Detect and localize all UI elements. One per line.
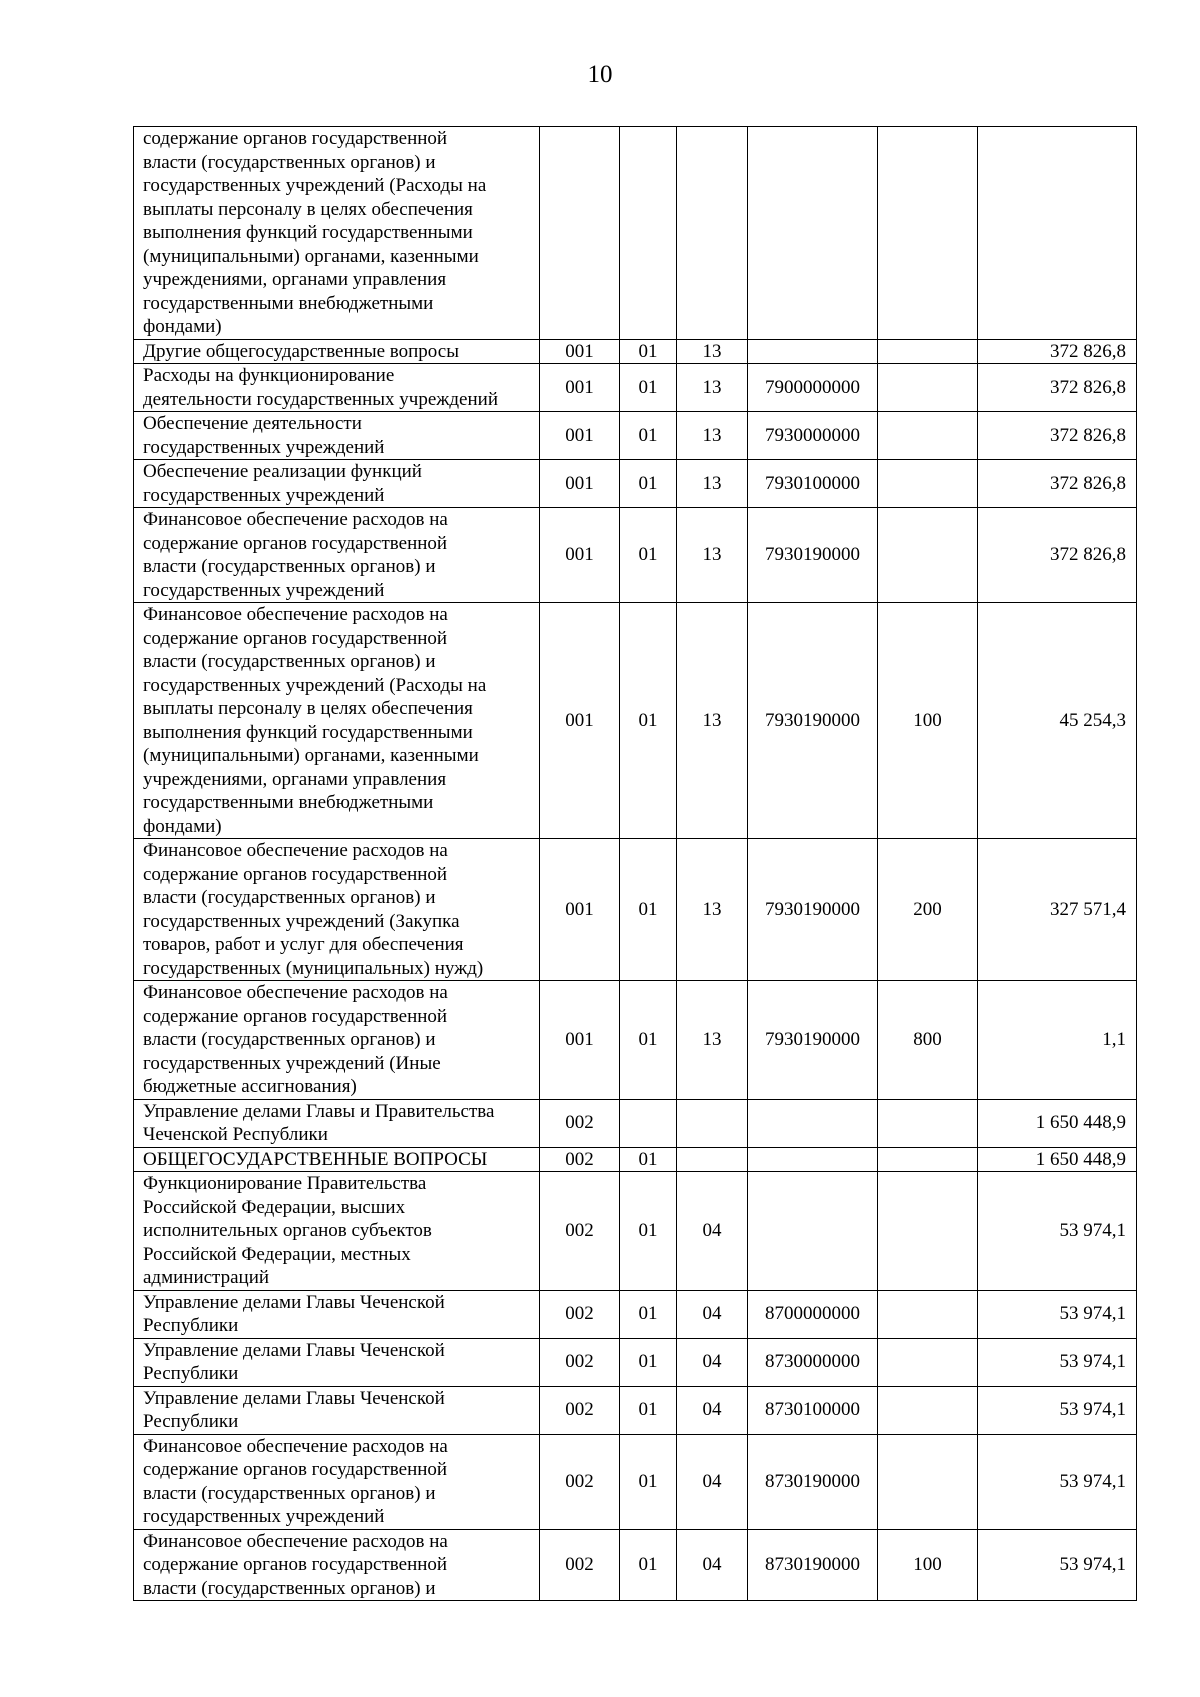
cell-item-name	[134, 981, 540, 1100]
item-name-line: Республики	[143, 1315, 239, 1336]
cell-section-code: 01	[620, 460, 677, 508]
cell-expense-type	[878, 1338, 978, 1386]
item-name-line: власти (государственных органов) и	[143, 1029, 436, 1050]
cell-section-code: 01	[620, 1529, 677, 1601]
cell-section-code: 01	[620, 1434, 677, 1529]
cell-expense-type	[878, 1386, 978, 1434]
item-name-line: Управление делами Главы Чеченской	[143, 1339, 445, 1361]
item-name-line: содержание органов государственной	[143, 627, 448, 649]
cell-expense-type	[878, 412, 978, 460]
cell-amount: 53 974,1	[978, 1434, 1137, 1529]
item-name-line: государственными внебюджетными	[143, 292, 434, 314]
item-name-line: содержание органов государственной	[143, 1554, 448, 1575]
cell-section-code: 01	[620, 1172, 677, 1291]
item-name-line: (муниципальными) органами, казенными	[143, 745, 479, 766]
cell-item-name	[134, 1099, 540, 1147]
item-name-line: Расходы на функционирование	[143, 365, 395, 386]
cell-ved-code: 001	[540, 603, 620, 839]
cell-ved-code: 002	[540, 1529, 620, 1601]
item-name-line: фондами)	[143, 316, 222, 337]
cell-ved-code: 002	[540, 1338, 620, 1386]
cell-expense-type	[878, 339, 978, 364]
item-name-line: содержание органов государственной	[143, 863, 448, 885]
table-row	[134, 127, 1137, 340]
cell-ved-code: 001	[540, 981, 620, 1100]
item-name-line: Российской Федерации, местных	[143, 1243, 411, 1265]
cell-expense-type	[878, 1434, 978, 1529]
item-name-line: содержание органов государственной	[143, 1459, 448, 1480]
cell-subsection-code: 13	[677, 460, 748, 508]
cell-subsection-code: 04	[677, 1434, 748, 1529]
cell-amount: 372 826,8	[978, 460, 1137, 508]
budget-table	[133, 126, 1137, 1601]
item-name-line: Финансовое обеспечение расходов на	[143, 982, 448, 1003]
cell-target-article: 7930190000	[748, 508, 878, 603]
cell-subsection-code	[677, 127, 748, 340]
cell-subsection-code: 13	[677, 981, 748, 1100]
cell-section-code	[620, 1099, 677, 1147]
cell-expense-type	[878, 1172, 978, 1291]
cell-subsection-code: 13	[677, 412, 748, 460]
cell-ved-code: 001	[540, 460, 620, 508]
cell-item-name	[134, 1338, 540, 1386]
item-name-line: содержание органов государственной	[143, 532, 448, 554]
cell-target-article	[748, 127, 878, 340]
item-name-line: власти (государственных органов) и	[143, 556, 436, 577]
cell-amount	[978, 127, 1137, 340]
cell-expense-type	[878, 460, 978, 508]
cell-target-article: 8700000000	[748, 1290, 878, 1338]
item-name-line: государственных учреждений	[143, 1506, 385, 1527]
item-name-line: (муниципальными) органами, казенными	[143, 245, 479, 267]
item-name-line: бюджетные ассигнования)	[143, 1076, 357, 1097]
cell-item-name	[134, 460, 540, 508]
cell-subsection-code	[677, 1099, 748, 1147]
item-name-line: Российской Федерации, высших	[143, 1196, 406, 1218]
cell-item-name	[134, 1434, 540, 1529]
cell-subsection-code: 04	[677, 1338, 748, 1386]
item-name-line: Финансовое обеспечение расходов на	[143, 509, 448, 530]
cell-section-code: 01	[620, 508, 677, 603]
table-row	[134, 339, 1137, 364]
item-name-line: Другие общегосударственные вопросы	[143, 340, 459, 362]
cell-section-code: 01	[620, 603, 677, 839]
cell-expense-type	[878, 1099, 978, 1147]
cell-ved-code: 002	[540, 1290, 620, 1338]
cell-ved-code: 002	[540, 1434, 620, 1529]
cell-section-code: 01	[620, 1290, 677, 1338]
table-row	[134, 1147, 1137, 1172]
cell-item-name	[134, 1172, 540, 1291]
cell-amount: 1 650 448,9	[978, 1099, 1137, 1147]
cell-ved-code: 002	[540, 1099, 620, 1147]
cell-ved-code: 001	[540, 508, 620, 603]
cell-section-code: 01	[620, 981, 677, 1100]
cell-section-code: 01	[620, 364, 677, 412]
cell-item-name	[134, 603, 540, 839]
cell-item-name	[134, 839, 540, 981]
page-number: 10	[587, 61, 613, 88]
cell-subsection-code: 13	[677, 339, 748, 364]
item-name-line: фондами)	[143, 815, 222, 837]
cell-expense-type: 800	[878, 981, 978, 1100]
item-name-line: государственными внебюджетными	[143, 792, 434, 813]
cell-target-article: 7930190000	[748, 603, 878, 839]
table-row	[134, 981, 1137, 1100]
item-name-line: Чеченской Республики	[143, 1124, 328, 1145]
cell-target-article: 7900000000	[748, 364, 878, 412]
item-name-line: государственных учреждений (Расходы на	[143, 674, 487, 696]
cell-section-code: 01	[620, 339, 677, 364]
item-name-line: выплаты персоналу в целях обеспечения	[143, 198, 473, 220]
item-name-line: власти (государственных органов) и	[143, 1577, 436, 1599]
cell-amount: 1 650 448,9	[978, 1147, 1137, 1172]
cell-ved-code: 002	[540, 1147, 620, 1172]
table-row	[134, 603, 1137, 839]
cell-item-name	[134, 1147, 540, 1172]
item-name-line: Обеспечение деятельности	[143, 413, 362, 434]
cell-expense-type: 100	[878, 1529, 978, 1601]
cell-subsection-code: 13	[677, 508, 748, 603]
table-row	[134, 460, 1137, 508]
item-name-line: государственных учреждений (Закупка	[143, 910, 460, 932]
cell-ved-code: 001	[540, 364, 620, 412]
table-row	[134, 1099, 1137, 1147]
item-name-line: содержание органов государственной	[143, 128, 448, 149]
item-name-line: Республики	[143, 1411, 239, 1432]
cell-amount: 372 826,8	[978, 364, 1137, 412]
item-name-line: власти (государственных органов) и	[143, 651, 436, 672]
cell-expense-type: 200	[878, 839, 978, 981]
cell-item-name	[134, 1386, 540, 1434]
table-row	[134, 1529, 1137, 1601]
item-name-line: выплаты персоналу в целях обеспечения	[143, 698, 473, 719]
cell-subsection-code: 04	[677, 1290, 748, 1338]
cell-target-article: 7930000000	[748, 412, 878, 460]
item-name-line: Финансовое обеспечение расходов на	[143, 1435, 448, 1457]
item-name-line: Управление делами Главы и Правительства	[143, 1100, 495, 1122]
item-name-line: государственных учреждений (Расходы на	[143, 175, 487, 196]
cell-target-article: 7930190000	[748, 839, 878, 981]
cell-target-article: 8730190000	[748, 1529, 878, 1601]
item-name-line: Финансовое обеспечение расходов на	[143, 1530, 448, 1552]
table-body	[134, 127, 1137, 1601]
item-name-line: учреждениями, органами управления	[143, 768, 447, 790]
cell-target-article: 8730000000	[748, 1338, 878, 1386]
item-name-line: Финансовое обеспечение расходов на	[143, 840, 448, 861]
cell-expense-type	[878, 508, 978, 603]
cell-target-article	[748, 1147, 878, 1172]
item-name-line: деятельности государственных учреждений	[143, 388, 498, 410]
cell-item-name	[134, 127, 540, 340]
cell-expense-type	[878, 1147, 978, 1172]
cell-subsection-code: 13	[677, 603, 748, 839]
item-name-line: Управление делами Главы Чеченской	[143, 1291, 445, 1313]
table-row	[134, 364, 1137, 412]
cell-expense-type	[878, 1290, 978, 1338]
item-name-line: власти (государственных органов) и	[143, 887, 436, 908]
cell-subsection-code: 04	[677, 1172, 748, 1291]
cell-amount: 53 974,1	[978, 1338, 1137, 1386]
cell-ved-code	[540, 127, 620, 340]
cell-amount: 1,1	[978, 981, 1137, 1100]
cell-ved-code: 001	[540, 412, 620, 460]
cell-expense-type: 100	[878, 603, 978, 839]
item-name-line: выполнения функций государственными	[143, 721, 473, 743]
cell-section-code: 01	[620, 839, 677, 981]
cell-amount: 53 974,1	[978, 1529, 1137, 1601]
cell-amount: 327 571,4	[978, 839, 1137, 981]
item-name-line: содержание органов государственной	[143, 1005, 448, 1027]
cell-item-name	[134, 508, 540, 603]
table-row	[134, 839, 1137, 981]
cell-item-name	[134, 1290, 540, 1338]
table-row	[134, 1172, 1137, 1291]
cell-subsection-code: 04	[677, 1529, 748, 1601]
cell-amount: 372 826,8	[978, 412, 1137, 460]
item-name-line: государственных учреждений (Иные	[143, 1052, 441, 1074]
cell-ved-code: 001	[540, 839, 620, 981]
table-row	[134, 412, 1137, 460]
item-name-line: исполнительных органов субъектов	[143, 1220, 432, 1241]
cell-ved-code: 001	[540, 339, 620, 364]
cell-subsection-code: 13	[677, 364, 748, 412]
cell-amount: 53 974,1	[978, 1386, 1137, 1434]
cell-subsection-code	[677, 1147, 748, 1172]
cell-item-name	[134, 1529, 540, 1601]
cell-ved-code: 002	[540, 1386, 620, 1434]
item-name-line: власти (государственных органов) и	[143, 1482, 436, 1504]
cell-target-article: 7930100000	[748, 460, 878, 508]
item-name-line: государственных (муниципальных) нужд)	[143, 957, 484, 979]
cell-target-article	[748, 1099, 878, 1147]
cell-section-code: 01	[620, 1338, 677, 1386]
cell-section-code: 01	[620, 412, 677, 460]
cell-expense-type	[878, 127, 978, 340]
table-row	[134, 1290, 1137, 1338]
table-row	[134, 1434, 1137, 1529]
cell-expense-type	[878, 364, 978, 412]
cell-target-article: 8730100000	[748, 1386, 878, 1434]
cell-ved-code: 002	[540, 1172, 620, 1291]
item-name-line: учреждениями, органами управления	[143, 269, 447, 290]
cell-target-article: 8730190000	[748, 1434, 878, 1529]
item-name-line: Функционирование Правительства	[143, 1173, 427, 1194]
cell-amount: 45 254,3	[978, 603, 1137, 839]
item-name-line: государственных учреждений	[143, 484, 385, 506]
item-name-line: государственных учреждений	[143, 436, 385, 458]
item-name-line: Управление делами Главы Чеченской	[143, 1387, 445, 1409]
item-name-line: ОБЩЕГОСУДАРСТВЕННЫЕ ВОПРОСЫ	[143, 1148, 488, 1170]
cell-amount: 372 826,8	[978, 339, 1137, 364]
table-row	[134, 508, 1137, 603]
cell-item-name	[134, 364, 540, 412]
item-name-line: Финансовое обеспечение расходов на	[143, 604, 448, 625]
cell-subsection-code: 04	[677, 1386, 748, 1434]
cell-item-name	[134, 412, 540, 460]
item-name-line: Обеспечение реализации функций	[143, 461, 422, 482]
cell-amount: 53 974,1	[978, 1172, 1137, 1291]
cell-section-code: 01	[620, 1147, 677, 1172]
cell-target-article	[748, 339, 878, 364]
cell-target-article: 7930190000	[748, 981, 878, 1100]
item-name-line: государственных учреждений	[143, 579, 385, 601]
item-name-line: Республики	[143, 1363, 239, 1384]
cell-subsection-code: 13	[677, 839, 748, 981]
cell-amount: 372 826,8	[978, 508, 1137, 603]
table-row	[134, 1386, 1137, 1434]
cell-section-code	[620, 127, 677, 340]
cell-section-code: 01	[620, 1386, 677, 1434]
cell-target-article	[748, 1172, 878, 1291]
cell-item-name	[134, 339, 540, 364]
item-name-line: выполнения функций государственными	[143, 222, 473, 243]
item-name-line: администраций	[143, 1267, 270, 1288]
item-name-line: власти (государственных органов) и	[143, 151, 436, 173]
item-name-line: товаров, работ и услуг для обеспечения	[143, 934, 464, 955]
cell-amount: 53 974,1	[978, 1290, 1137, 1338]
table-row	[134, 1338, 1137, 1386]
